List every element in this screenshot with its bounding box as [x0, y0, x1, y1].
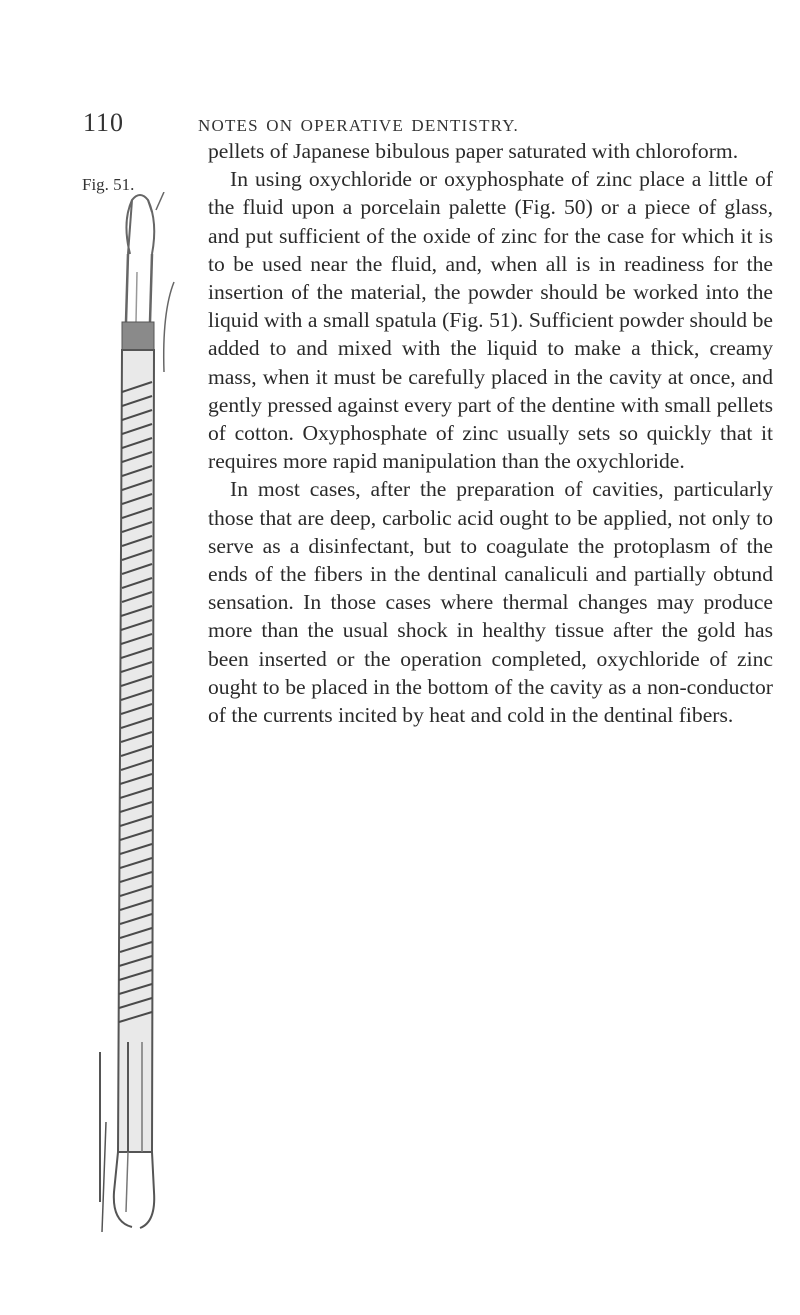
- spatula-illustration: [92, 192, 212, 1232]
- running-head: NOTES ON OPERATIVE DENTISTRY.: [198, 116, 519, 135]
- paragraph: In using oxychloride or oxyphosphate of zinc place a little of the fluid upon a porcelain palette (Fig. 50) or a piece of glass, and put sufficient of the oxide of zinc for the case for which it is to be used near the fluid, and, when all is in readiness for the insertion of the material, the powder should be worked into the liquid with a small spatula (Fig. 51). Sufficient powder should be added to and mixed with the liquid to make a thick, creamy mass, when it must be carefully placed in the cavity at once, and gently pressed against every part of the dentine with small pellets of cotton. Oxyphosphate of zinc usually sets so quickly that it requires more rapid manipulation than the oxychloride.: [208, 167, 773, 474]
- figure-caption: Fig. 51.: [82, 175, 135, 194]
- body-text: [208, 137, 773, 729]
- paragraph: pellets of Japanese bibulous paper saturated with chloroform.: [208, 139, 739, 163]
- page-number: 110: [83, 108, 125, 137]
- paragraph: In most cases, after the preparation of cavities, particularly those that are deep, carbolic acid ought to be applied, not only to serve as a disinfectant, but to coagulate the protoplasm of the ends of the fibers in the dentinal canaliculi and partially obtund sensation. In those cases where thermal changes may produce more than the usual shock in healthy tissue after the gold has been inserted or the operation completed, oxychloride of zinc ought to be placed in the bottom of the cavity as a non-conductor of the currents incited by heat and cold in the dentinal fibers.: [208, 477, 773, 728]
